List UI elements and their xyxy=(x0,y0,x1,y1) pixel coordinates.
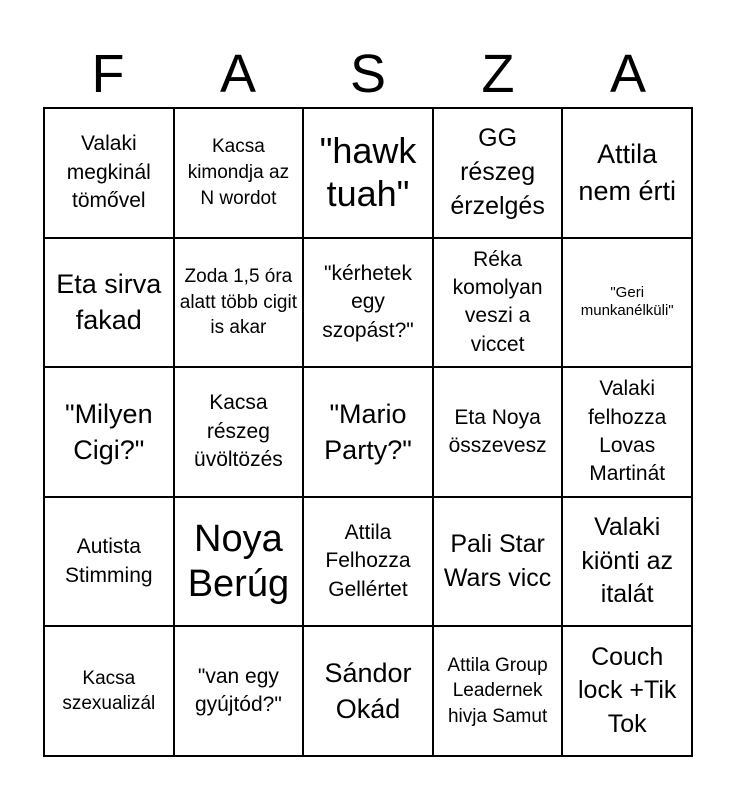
cell-text: "Mario Party?" xyxy=(324,398,412,465)
bingo-cell[interactable] xyxy=(44,108,174,238)
bingo-cell[interactable] xyxy=(433,238,563,368)
cell-text: "kérhetek egy szopást?" xyxy=(322,261,414,342)
bingo-cell[interactable] xyxy=(562,108,692,238)
header-letter: S xyxy=(349,44,387,104)
cell-text: Valaki kiönti az italát xyxy=(581,512,674,609)
bingo-cell[interactable] xyxy=(44,238,174,368)
cell-text: Autista Stimming xyxy=(65,535,153,587)
bingo-cell[interactable] xyxy=(303,367,433,497)
cell-text: "van egy gyújtód?" xyxy=(194,664,282,717)
cell-text: "Milyen Cigi?" xyxy=(64,398,153,465)
bingo-cell[interactable] xyxy=(44,367,174,497)
cell-text: "Geri munkanélküli" xyxy=(580,283,674,320)
cell-text: Réka komolyan veszi a viccet xyxy=(452,247,543,356)
cell-text: Zoda 1,5 óra alatt több cigit is akar xyxy=(179,265,298,339)
cell-text: Eta Noya összevesz xyxy=(448,405,547,457)
bingo-cell[interactable] xyxy=(303,238,433,368)
cell-text: Attila Group Leadernek hivja Samut xyxy=(447,654,548,728)
bingo-grid xyxy=(43,107,693,757)
bingo-cell[interactable] xyxy=(303,497,433,627)
bingo-cell[interactable] xyxy=(433,108,563,238)
header-letter: F xyxy=(91,44,125,104)
bingo-cell[interactable] xyxy=(174,367,304,497)
cell-text: Eta sirva fakad xyxy=(56,268,162,336)
cell-text: Noya Berúg xyxy=(187,517,290,605)
bingo-cell[interactable] xyxy=(433,497,563,627)
bingo-cell[interactable] xyxy=(303,626,433,756)
bingo-header xyxy=(43,40,693,108)
bingo-cell[interactable] xyxy=(562,238,692,368)
cell-text: Valaki felhozza Lovas Martinát xyxy=(588,377,667,486)
bingo-cell[interactable] xyxy=(303,108,433,238)
header-letter: A xyxy=(219,44,257,104)
header-letter: A xyxy=(609,44,647,104)
bingo-cell[interactable] xyxy=(44,497,174,627)
cell-text: "hawk tuah" xyxy=(319,130,417,214)
cell-text: Valaki megkinál tömővel xyxy=(66,132,151,212)
bingo-cell[interactable] xyxy=(174,626,304,756)
bingo-cell[interactable] xyxy=(174,238,304,368)
cell-text: Attila nem érti xyxy=(578,139,676,206)
bingo-cell[interactable] xyxy=(562,626,692,756)
bingo-cell[interactable] xyxy=(44,626,174,756)
cell-text: Kacsa részeg üvöltözés xyxy=(194,391,283,472)
cell-text: Attila Felhozza Gellértet xyxy=(325,521,411,601)
bingo-cell[interactable] xyxy=(562,497,692,627)
header-letter: Z xyxy=(481,44,515,104)
bingo-cell[interactable] xyxy=(433,626,563,756)
cell-text: Kacsa szexualizál xyxy=(62,667,156,715)
bingo-cell[interactable] xyxy=(562,367,692,497)
cell-text: Sándor Okád xyxy=(324,657,412,725)
bingo-cell[interactable] xyxy=(174,108,304,238)
cell-text: Pali Star Wars vicc xyxy=(443,529,552,592)
cell-text: Kacsa kimondja az N wordot xyxy=(187,136,290,209)
cell-text: GG részeg érzelgés xyxy=(450,124,545,220)
bingo-cell[interactable] xyxy=(433,367,563,497)
bingo-cell[interactable] xyxy=(174,497,304,627)
cell-text: Couch lock +Tik Tok xyxy=(577,642,677,739)
